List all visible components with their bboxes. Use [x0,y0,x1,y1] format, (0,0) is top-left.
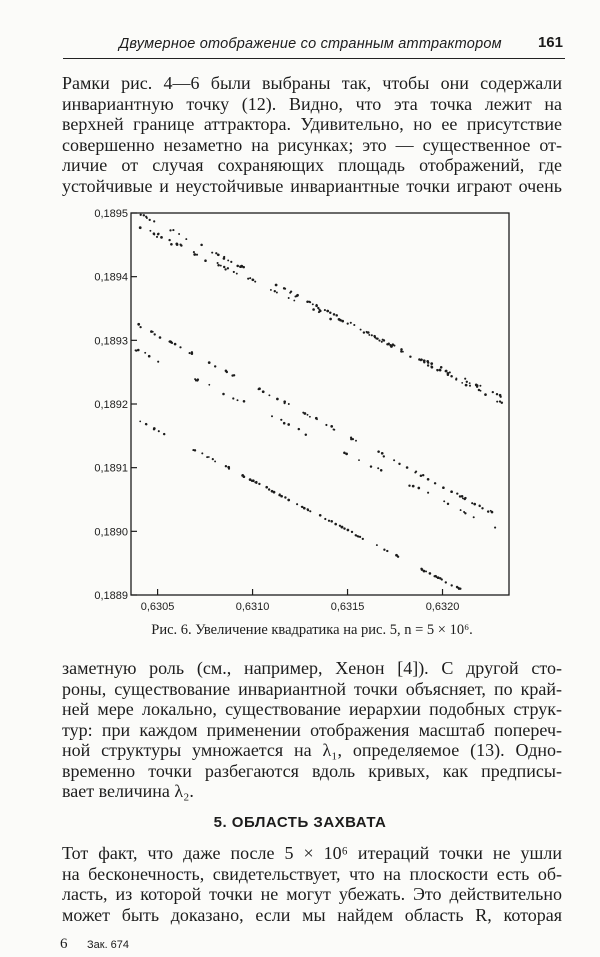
data-point [319,514,322,517]
data-point [211,252,213,254]
text-line: может быть доказано, если мы найдем область R, которая [62,904,562,925]
data-point [465,384,468,387]
data-point [481,507,483,509]
data-point [496,393,498,395]
data-point [358,459,360,461]
data-point [329,318,332,321]
data-point [139,226,142,229]
data-point [381,341,383,343]
data-point [383,549,385,551]
data-point [227,466,230,469]
data-point [288,297,290,299]
data-point [163,433,165,435]
data-point [217,264,220,267]
text-line: заметную роль (см., например, Хенон [4]). С другой сто- [62,658,562,678]
page-footer [60,936,129,953]
data-point [208,384,210,386]
data-point [345,453,348,456]
data-point [217,253,220,256]
data-point [283,422,286,425]
data-point [391,345,393,347]
data-point [168,341,170,343]
data-point [420,474,423,477]
data-point [430,362,433,365]
data-point [464,498,466,500]
data-point [382,339,384,341]
data-point [409,355,411,357]
data-point [189,352,191,354]
data-point [284,496,286,498]
page-number: 161 [537,34,563,51]
text-line: Тот факт, что даже после 5 × 10⁶ итераций точки не ушли [62,843,562,863]
data-point [305,434,307,436]
data-point [427,364,429,366]
data-point [215,252,217,254]
data-point [484,393,487,396]
data-point [140,214,142,216]
data-point [383,455,385,457]
data-point [148,355,151,358]
data-point [350,322,352,324]
data-point [309,510,311,512]
data-point [492,391,494,393]
data-point [473,503,476,506]
data-point [422,474,424,476]
data-point [466,381,468,383]
data-point [223,256,225,258]
data-point [251,480,253,482]
data-point [271,490,274,493]
data-point [226,371,228,373]
data-point [217,262,219,264]
data-point [427,492,429,494]
data-point [194,449,196,451]
data-point [284,288,286,290]
plot-border [131,213,509,595]
data-point [429,572,432,575]
data-point [469,385,471,387]
data-point [491,511,494,514]
data-point [139,326,141,328]
data-point [388,342,390,344]
text-line: ной структуры умножается на λ₁, определяемое (13). Одно- [62,740,562,760]
data-point [159,336,162,339]
data-point [154,333,156,335]
data-point [334,523,337,526]
text-line: ласть, из которой точки не могут убежать. Это действительно [62,884,562,904]
data-point [331,520,333,522]
data-point [255,482,257,484]
data-point [450,375,453,378]
data-point [318,309,320,311]
plot-frame [131,213,509,595]
text-line: устойчивые и неустойчивые инвариантные точки играют очень [62,175,562,196]
data-point [200,244,203,247]
data-point [355,440,357,442]
data-point [293,300,295,302]
data-point [274,290,276,292]
data-point [496,401,498,403]
data-point [171,342,173,344]
data-point [298,428,300,430]
data-point [230,261,232,263]
data-point [347,322,349,324]
x-tick-label: 0,6315 [330,601,365,613]
figure-6-scatter-plot [0,195,600,620]
data-point [231,374,233,376]
data-point [271,415,273,417]
data-point [363,331,365,333]
data-point [193,253,196,256]
x-tick-label: 0,6310 [235,601,270,613]
data-point [462,498,464,500]
data-point [451,584,453,586]
data-point [480,390,482,392]
data-point [350,438,352,440]
data-point [397,556,399,558]
data-point [475,384,478,387]
data-point [461,495,464,498]
data-point [280,419,282,421]
data-point [137,349,140,352]
data-point [241,475,243,477]
data-point [157,361,159,363]
data-point [227,259,229,261]
data-point [201,452,203,454]
data-point [307,414,309,416]
x-tick-label: 0,6320 [425,601,460,613]
data-point [351,531,353,533]
x-tick-label: 0,6305 [140,601,175,613]
data-point [276,292,278,294]
data-point [353,324,355,326]
data-point [247,278,249,280]
data-point [464,378,466,380]
data-point [214,365,216,367]
data-point [254,281,256,283]
data-point [287,423,290,426]
text-line: ней мере локально, существование иерархии подобных струк- [62,699,562,719]
data-point [220,265,222,267]
data-point [149,230,151,232]
data-point [406,466,409,469]
data-point [196,380,198,382]
data-point [225,465,227,467]
data-point [302,412,304,414]
data-point [149,219,151,221]
data-point [378,340,380,342]
data-point [268,394,270,396]
data-point [309,416,311,418]
data-point [236,273,238,275]
data-point [469,382,471,384]
data-point [145,216,147,218]
data-point [168,239,170,241]
data-point [464,512,466,514]
data-point [347,529,350,532]
printing-order: Зак. 674 [87,939,130,951]
data-point [417,487,420,490]
data-point [460,509,462,511]
data-point [329,312,331,314]
data-point [172,229,174,231]
data-point [333,313,336,316]
data-point [408,485,410,487]
data-point [179,346,181,348]
data-point [153,220,155,222]
data-point [275,284,278,287]
data-point [386,550,388,552]
data-point [237,399,239,401]
text-line: личие от случая сохраняющих площадь отображений, где [62,155,562,175]
data-point [232,397,234,399]
data-point [374,336,376,338]
data-point [268,488,270,490]
data-point [315,417,318,420]
data-point [196,254,198,256]
data-point [479,385,481,387]
y-tick-label: 0,1893 [94,335,128,348]
data-point [169,229,171,231]
text-line: верхней границе аттрактора. Удивительно, но ее присутствие [62,114,562,134]
data-point [324,518,326,520]
data-point [362,538,364,540]
paragraph-3 [62,843,562,925]
data-point [447,503,449,505]
data-point [434,482,436,484]
data-point [439,369,442,372]
data-point [212,458,214,460]
data-point [368,334,370,336]
running-head [63,34,565,59]
data-point [499,400,501,402]
data-point [252,278,255,281]
data-point [420,359,422,361]
data-point [473,516,475,518]
data-point [456,586,459,589]
data-point [233,271,235,273]
data-point [439,577,441,579]
data-point [312,303,314,305]
data-point [442,486,445,489]
data-point [421,568,424,571]
data-point [425,570,427,572]
data-point [152,331,154,333]
data-point [145,423,147,425]
data-point [479,505,481,507]
data-point [494,527,496,529]
data-point [377,467,379,469]
data-point [283,400,286,403]
data-point [206,456,208,458]
y-tick-label: 0,1895 [94,208,128,220]
y-tick-label: 0,1891 [94,462,128,475]
data-point [471,502,473,504]
data-point [381,452,384,455]
data-point [223,266,225,268]
y-tick-label: 0,1890 [94,526,128,539]
data-point [204,259,207,262]
data-point [307,509,309,511]
data-point [376,544,378,546]
data-point [447,372,450,375]
data-point [224,268,226,270]
data-point [296,503,298,505]
data-point [427,478,430,481]
data-point [341,526,344,529]
data-point [435,575,437,577]
axis-ticks [94,208,459,613]
section-heading: 5. ОБЛАСТЬ ЗАХВАТА [213,814,387,831]
data-point [450,490,453,493]
data-point [242,266,245,269]
data-point [461,382,463,384]
data-point [144,352,146,354]
data-point [401,349,403,351]
data-point [139,421,141,423]
data-point [445,370,447,372]
data-point [377,450,380,453]
data-point [440,366,443,369]
data-point [487,510,489,512]
data-point [371,334,373,336]
data-point [500,396,502,398]
text-line: роны, существование инвариантной точки объясняет, по край- [62,678,562,699]
data-point [174,343,177,346]
data-point [328,520,330,522]
data-point [287,499,290,502]
text-line: тур: при каждом применении отображения масштаб попереч- [62,719,562,740]
data-point [137,323,140,326]
data-point [443,500,445,502]
data-point [262,390,265,393]
data-point [423,359,426,362]
data-point [456,492,458,494]
data-point [415,471,417,473]
data-point [243,400,246,403]
data-point [279,493,281,495]
data-point [455,378,457,380]
data-point [459,495,461,497]
data-point [398,463,400,465]
data-point [175,242,178,245]
data-point [370,465,372,467]
data-point [185,238,187,240]
data-point [324,309,326,311]
data-point [157,233,159,235]
data-point [445,581,447,583]
data-point [193,251,195,253]
plot-points [135,214,503,590]
data-point [191,353,194,356]
text-line: временно точки разбегаются вдоль кривых, как предписы- [62,760,562,781]
data-point [288,403,290,405]
signature-mark: 6 [60,936,68,952]
data-point [326,310,329,313]
data-point [180,244,182,246]
data-point [270,289,272,291]
data-point [312,308,315,311]
data-point [276,398,279,401]
data-point [339,525,341,527]
data-point [330,425,333,428]
data-point [214,460,216,462]
data-point [265,486,268,489]
text-line: совершенно незаметно на рисунках; это — существенное от- [62,134,562,155]
data-point [343,527,345,529]
data-point [249,277,251,279]
paragraph-1 [62,73,562,196]
data-point [393,459,395,461]
data-point [412,485,415,488]
data-point [289,292,291,294]
data-point [436,369,438,371]
data-point [296,295,298,297]
data-point [143,214,145,216]
paragraph-2 [62,658,562,802]
text-line: на бесконечность, свидетельствует, что на плоскости есть об- [62,863,562,884]
data-point [135,349,137,351]
text-line: Рамки рис. 4—6 были выбраны так, чтобы они содержали [62,73,562,93]
y-tick-label: 0,1892 [94,399,128,411]
data-point [156,236,158,238]
text-line: инвариантную точку (12). Видно, что эта точка лежит на [62,93,562,114]
data-point [437,576,440,579]
data-point [160,236,163,239]
data-point [301,506,303,508]
data-point [258,483,260,485]
data-point [306,301,309,304]
data-point [427,361,429,363]
figure-caption: Рис. 6. Увеличение квадратика на рис. 5, n = 5 × 10⁶. [151,622,473,638]
data-point [170,243,173,246]
data-point [208,361,211,364]
data-point [227,267,229,269]
data-point [315,304,318,307]
y-tick-label: 0,1889 [94,590,128,602]
y-tick-label: 0,1894 [94,271,128,284]
data-point [178,233,180,235]
data-point [357,535,359,537]
data-point [236,265,239,268]
data-point [367,331,370,334]
data-point [280,495,283,498]
data-point [458,588,460,590]
data-point [431,366,434,369]
data-point [380,469,383,472]
data-point [338,318,341,321]
data-point [333,428,335,430]
data-point [258,388,260,390]
data-point [360,329,362,331]
data-point [222,393,225,396]
text-line: вает величина λ₂. [62,781,194,801]
data-point [335,314,338,317]
data-point [153,234,155,236]
running-head-title: Двумерное отображение со странным аттрактором [119,36,502,52]
data-point [325,424,327,426]
data-point [153,428,155,430]
data-point [158,430,160,432]
